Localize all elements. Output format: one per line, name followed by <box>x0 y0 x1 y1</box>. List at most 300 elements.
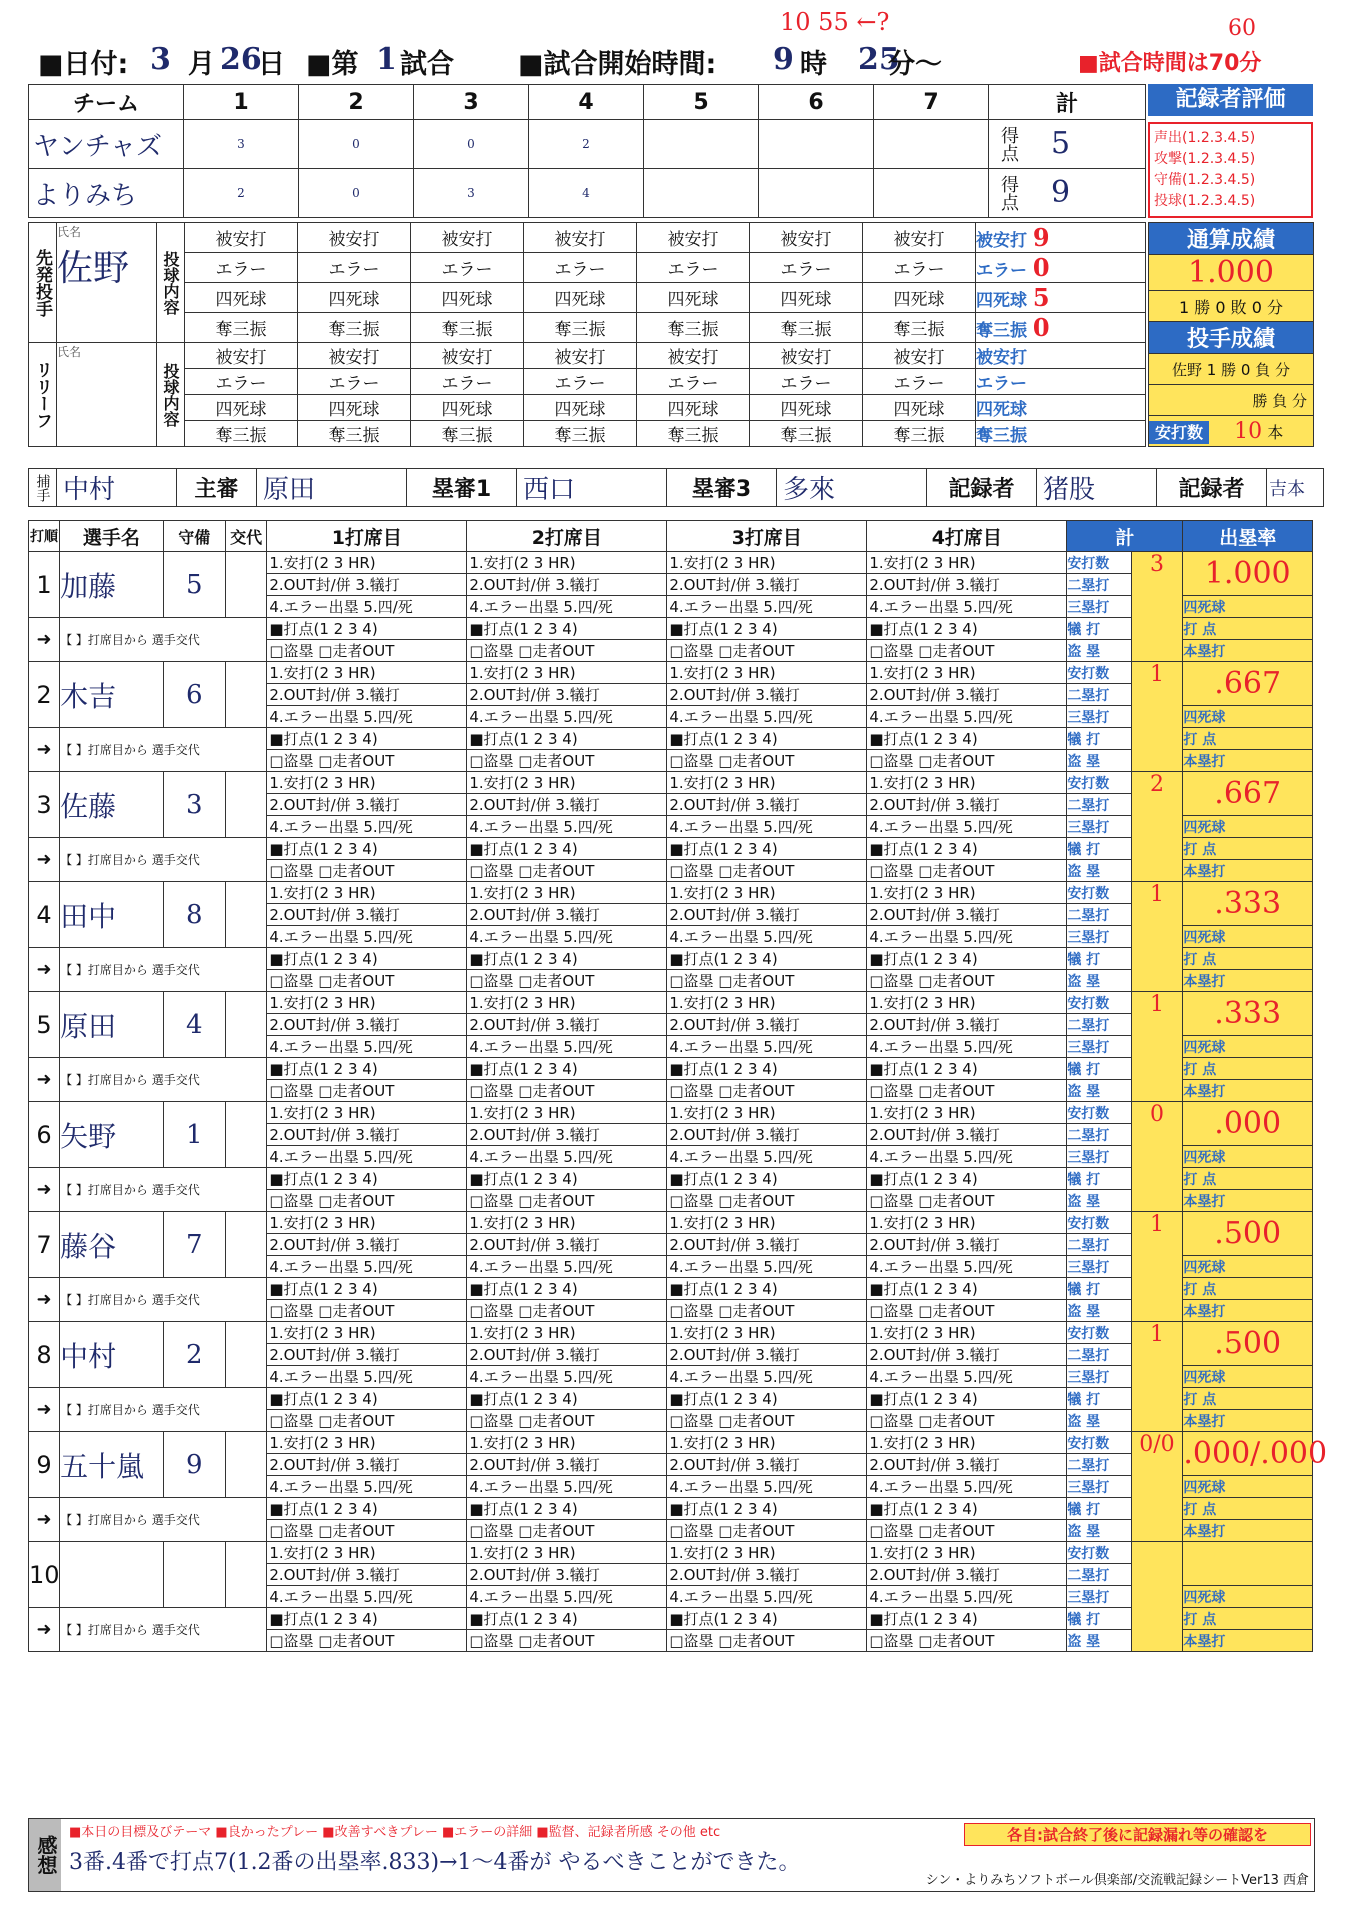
at-bat-option[interactable]: 4.エラー出塁 5.四/死 <box>867 1256 1067 1278</box>
at-bat-option[interactable]: ■打点(1 2 3 4) <box>467 728 667 750</box>
stat-walks: 四死球 <box>411 283 524 313</box>
total-hits <box>976 223 1146 253</box>
at-bat-option[interactable]: ■打点(1 2 3 4) <box>667 948 867 970</box>
base1-name: 西口 <box>517 469 667 507</box>
at-bat-option[interactable]: 2.OUT封/併 3.犠打 <box>667 1014 867 1036</box>
at-bat-option[interactable]: □盗塁 □走者OUT <box>667 1520 867 1542</box>
at-bat-option[interactable]: 1.安打(2 3 HR) <box>267 1432 467 1454</box>
at-bat-option[interactable]: 4.エラー出塁 5.四/死 <box>467 926 667 948</box>
at-bat-option[interactable]: □盗塁 □走者OUT <box>667 1410 867 1432</box>
relief-total-strikeouts: 奪三振 <box>976 421 1146 447</box>
at-bat-option[interactable]: ■打点(1 2 3 4) <box>467 1498 667 1520</box>
stat-label: 三塁打 <box>1067 816 1131 838</box>
at-bat-option[interactable]: 2.OUT封/併 3.犠打 <box>867 684 1067 706</box>
inning-runs: 0 <box>299 169 414 218</box>
at-bat-option[interactable]: 2.OUT封/併 3.犠打 <box>667 1234 867 1256</box>
stat-errors: エラー <box>185 253 298 283</box>
at-bat-option[interactable]: ■打点(1 2 3 4) <box>267 1388 467 1410</box>
at-bat-option[interactable]: 4.エラー出塁 5.四/死 <box>867 1366 1067 1388</box>
at-bat-option[interactable]: 2.OUT封/併 3.犠打 <box>867 574 1067 596</box>
sub-cell <box>225 992 266 1058</box>
at-bat-option[interactable]: 2.OUT封/併 3.犠打 <box>467 1014 667 1036</box>
at-bat-option[interactable]: 1.安打(2 3 HR) <box>467 1542 667 1564</box>
table-row <box>29 1608 1313 1630</box>
at-bat-option[interactable]: 2.OUT封/併 3.犠打 <box>467 684 667 706</box>
at-bat-option[interactable]: 2.OUT封/併 3.犠打 <box>867 1344 1067 1366</box>
at-bat-option[interactable]: ■打点(1 2 3 4) <box>267 1278 467 1300</box>
at-bat-option[interactable]: □盗塁 □走者OUT <box>467 970 667 992</box>
at-bat-option[interactable]: 4.エラー出塁 5.四/死 <box>667 596 867 618</box>
at-bat-option[interactable]: 4.エラー出塁 5.四/死 <box>267 1256 467 1278</box>
inning-runs <box>644 120 759 169</box>
at-bat-option[interactable]: ■打点(1 2 3 4) <box>867 1058 1067 1080</box>
stat-label: 犠 打 <box>1067 838 1131 860</box>
at-bat-option[interactable]: □盗塁 □走者OUT <box>267 1630 467 1652</box>
at-bat-option[interactable]: □盗塁 □走者OUT <box>467 1300 667 1322</box>
at-bat-option[interactable]: 2.OUT封/併 3.犠打 <box>267 1344 467 1366</box>
inning-7: 7 <box>874 85 989 120</box>
right-stat-label: 本塁打 <box>1183 1630 1313 1652</box>
at-bat-option[interactable]: 2.OUT封/併 3.犠打 <box>867 904 1067 926</box>
month-label: 月 <box>188 49 215 80</box>
at-bat-option[interactable]: 4.エラー出塁 5.四/死 <box>667 1146 867 1168</box>
at-bat-option[interactable]: 4.エラー出塁 5.四/死 <box>267 1586 467 1608</box>
at-bat-option[interactable]: □盗塁 □走者OUT <box>867 1630 1067 1652</box>
total-header: 計 <box>989 85 1146 120</box>
at-bat-option[interactable]: □盗塁 □走者OUT <box>867 970 1067 992</box>
game-suffix: 試合 <box>400 49 454 80</box>
sub-note: 【 】打席目から 選手交代 <box>60 1168 267 1212</box>
at-bat-option[interactable]: 4.エラー出塁 5.四/死 <box>267 1146 467 1168</box>
at-bat-option[interactable]: 2.OUT封/併 3.犠打 <box>667 904 867 926</box>
at-bat-option[interactable]: □盗塁 □走者OUT <box>667 1190 867 1212</box>
at-bat-option[interactable]: 2.OUT封/併 3.犠打 <box>467 1344 667 1366</box>
team-row <box>29 120 1146 169</box>
hit-count: 0/0 <box>1131 1432 1183 1542</box>
at-bat-option[interactable]: □盗塁 □走者OUT <box>267 970 467 992</box>
at-bat-option[interactable]: 2.OUT封/併 3.犠打 <box>867 794 1067 816</box>
at-bat-option[interactable]: □盗塁 □走者OUT <box>667 1080 867 1102</box>
batting-order: 5 <box>29 992 60 1058</box>
at-bat-option[interactable]: □盗塁 □走者OUT <box>267 1300 467 1322</box>
at-bat-option[interactable]: ■打点(1 2 3 4) <box>867 1608 1067 1630</box>
total-strikeouts <box>976 313 1146 343</box>
on-base-rate: .500 <box>1183 1212 1313 1256</box>
sub-cell <box>225 1102 266 1168</box>
at-bat-option[interactable]: ■打点(1 2 3 4) <box>267 838 467 860</box>
inning-runs: 4 <box>529 169 644 218</box>
at-bat-option[interactable]: ■打点(1 2 3 4) <box>667 1498 867 1520</box>
sub-cell <box>225 1542 266 1608</box>
at-bat-option[interactable]: 4.エラー出塁 5.四/死 <box>267 706 467 728</box>
at-bat-option[interactable]: 1.安打(2 3 HR) <box>667 1432 867 1454</box>
at-bat-option[interactable]: 1.安打(2 3 HR) <box>467 1432 667 1454</box>
at-bat-option[interactable]: 2.OUT封/併 3.犠打 <box>867 1564 1067 1586</box>
at-bat-option[interactable]: □盗塁 □走者OUT <box>667 750 867 772</box>
stat-walks: 四死球 <box>298 283 411 313</box>
at-bat-option[interactable]: ■打点(1 2 3 4) <box>867 838 1067 860</box>
at-bat-option[interactable]: ■打点(1 2 3 4) <box>867 1498 1067 1520</box>
at-bat-option[interactable]: 2.OUT封/併 3.犠打 <box>267 684 467 706</box>
at-bat-option[interactable]: □盗塁 □走者OUT <box>467 1630 667 1652</box>
at-bat-option[interactable]: □盗塁 □走者OUT <box>867 1300 1067 1322</box>
at-bat-option[interactable]: 1.安打(2 3 HR) <box>267 992 467 1014</box>
at-bat-option[interactable]: 1.安打(2 3 HR) <box>867 772 1067 794</box>
at-bat-option[interactable]: 4.エラー出塁 5.四/死 <box>267 1036 467 1058</box>
at-bat-option[interactable]: □盗塁 □走者OUT <box>867 1520 1067 1542</box>
table-row <box>29 992 1313 1014</box>
total-walks <box>976 283 1146 313</box>
at-bat-option[interactable]: 2.OUT封/併 3.犠打 <box>467 1234 667 1256</box>
at-bat-option[interactable]: ■打点(1 2 3 4) <box>867 1278 1067 1300</box>
at-bat-option[interactable]: 1.安打(2 3 HR) <box>267 1542 467 1564</box>
on-base-rate: .667 <box>1183 772 1313 816</box>
stat-label: 安打数 <box>1067 1432 1131 1454</box>
stat-label: 三塁打 <box>1067 926 1131 948</box>
at-bat-option[interactable]: 2.OUT封/併 3.犠打 <box>667 1344 867 1366</box>
at-bat-option[interactable]: 4.エラー出塁 5.四/死 <box>667 816 867 838</box>
at-bat-option[interactable]: ■打点(1 2 3 4) <box>267 1058 467 1080</box>
pitcher-record-2: 勝 負 分 <box>1149 385 1314 416</box>
hit-count: 1 <box>1131 992 1183 1102</box>
at-bat-option[interactable]: 4.エラー出塁 5.四/死 <box>267 1476 467 1498</box>
at-bat-option[interactable]: □盗塁 □走者OUT <box>467 640 667 662</box>
at-bat-option[interactable]: 4.エラー出塁 5.四/死 <box>667 1036 867 1058</box>
at-bat-option[interactable]: 4.エラー出塁 5.四/死 <box>267 816 467 838</box>
at-bat-option[interactable]: 1.安打(2 3 HR) <box>667 1102 867 1124</box>
at-bat-option[interactable]: 4.エラー出塁 5.四/死 <box>467 816 667 838</box>
at-bat-option[interactable]: ■打点(1 2 3 4) <box>267 1498 467 1520</box>
pitcher-record: 佐野 1 勝 0 負 分 <box>1149 354 1314 385</box>
hour-label: 時 <box>800 49 827 80</box>
at-bat-option[interactable]: 4.エラー出塁 5.四/死 <box>267 596 467 618</box>
at-bat-option[interactable]: □盗塁 □走者OUT <box>467 750 667 772</box>
impressions-area <box>28 1818 1315 1892</box>
sub-cell <box>225 1212 266 1278</box>
stat-label: 二塁打 <box>1067 904 1131 926</box>
at-bat-option[interactable]: ■打点(1 2 3 4) <box>667 1278 867 1300</box>
stat-label: 三塁打 <box>1067 1476 1131 1498</box>
player-position: 7 <box>163 1212 225 1278</box>
at-bat-option[interactable]: 1.安打(2 3 HR) <box>867 992 1067 1014</box>
at-bat-option[interactable]: □盗塁 □走者OUT <box>267 1410 467 1432</box>
stat-label: 三塁打 <box>1067 1586 1131 1608</box>
stat-errors: エラー <box>298 369 411 395</box>
at-bat-option[interactable]: 2.OUT封/併 3.犠打 <box>867 1014 1067 1036</box>
at-bat-option[interactable]: 4.エラー出塁 5.四/死 <box>467 1256 667 1278</box>
at-bat-option[interactable]: 2.OUT封/併 3.犠打 <box>667 1454 867 1476</box>
at-bat-option[interactable]: 1.安打(2 3 HR) <box>867 1102 1067 1124</box>
at-bat-option[interactable]: 1.安打(2 3 HR) <box>267 882 467 904</box>
day-value: 26 <box>220 42 262 77</box>
at-bat-option[interactable]: ■打点(1 2 3 4) <box>467 1388 667 1410</box>
at-bat-option[interactable]: □盗塁 □走者OUT <box>867 1190 1067 1212</box>
at-bat-option[interactable]: □盗塁 □走者OUT <box>467 1410 667 1432</box>
at-bat-option[interactable]: 4.エラー出塁 5.四/死 <box>867 1146 1067 1168</box>
at-bat-option[interactable]: 4.エラー出塁 5.四/死 <box>867 1036 1067 1058</box>
at-bat-option[interactable]: 4.エラー出塁 5.四/死 <box>467 1036 667 1058</box>
at-bat-option[interactable]: 4.エラー出塁 5.四/死 <box>667 1256 867 1278</box>
at-bat-option[interactable]: 4.エラー出塁 5.四/死 <box>867 926 1067 948</box>
at-bat-option[interactable]: ■打点(1 2 3 4) <box>867 948 1067 970</box>
at-bat-option[interactable]: 1.安打(2 3 HR) <box>267 1102 467 1124</box>
at-bat-option[interactable]: ■打点(1 2 3 4) <box>467 838 667 860</box>
total-errors-label: エラー <box>976 261 1027 281</box>
at-bat-option[interactable]: 1.安打(2 3 HR) <box>867 1212 1067 1234</box>
at-bat-option[interactable]: □盗塁 □走者OUT <box>267 640 467 662</box>
at-bat-option[interactable]: 2.OUT封/併 3.犠打 <box>667 574 867 596</box>
at-bat-option[interactable]: 2.OUT封/併 3.犠打 <box>667 1124 867 1146</box>
at-bat-option[interactable]: □盗塁 □走者OUT <box>267 1520 467 1542</box>
at-bat-option[interactable]: ■打点(1 2 3 4) <box>667 1388 867 1410</box>
at-bat-option[interactable]: 2.OUT封/併 3.犠打 <box>267 574 467 596</box>
team-header: チーム <box>29 85 184 120</box>
at-bat-option[interactable]: ■打点(1 2 3 4) <box>467 1608 667 1630</box>
total-runs: 9 <box>1051 175 1071 210</box>
at-bat-option[interactable]: 1.安打(2 3 HR) <box>467 772 667 794</box>
base3-label: 塁審3 <box>667 469 777 507</box>
at-bat-option[interactable]: 1.安打(2 3 HR) <box>667 1542 867 1564</box>
at-bat-option[interactable]: □盗塁 □走者OUT <box>267 860 467 882</box>
at-bat-option[interactable]: 4.エラー出塁 5.四/死 <box>467 1146 667 1168</box>
at-bat-option[interactable]: □盗塁 □走者OUT <box>867 750 1067 772</box>
col-ab4: 4打席目 <box>867 521 1067 552</box>
at-bat-option[interactable]: 1.安打(2 3 HR) <box>867 882 1067 904</box>
at-bat-option[interactable]: 2.OUT封/併 3.犠打 <box>467 904 667 926</box>
content-label: 投球内容 <box>157 343 185 447</box>
at-bat-option[interactable]: □盗塁 □走者OUT <box>867 860 1067 882</box>
stat-strikeouts: 奪三振 <box>524 313 637 343</box>
at-bat-option[interactable]: 1.安打(2 3 HR) <box>667 662 867 684</box>
at-bat-option[interactable]: □盗塁 □走者OUT <box>667 860 867 882</box>
total-strikeouts-label: 奪三振 <box>976 321 1027 341</box>
at-bat-option[interactable]: 1.安打(2 3 HR) <box>267 772 467 794</box>
at-bat-option[interactable]: 1.安打(2 3 HR) <box>667 882 867 904</box>
team-name: よりみち <box>29 169 184 218</box>
at-bat-option[interactable]: 1.安打(2 3 HR) <box>867 1432 1067 1454</box>
at-bat-option[interactable]: 4.エラー出塁 5.四/死 <box>667 926 867 948</box>
sub-cell <box>225 1322 266 1388</box>
at-bat-option[interactable]: 2.OUT封/併 3.犠打 <box>867 1124 1067 1146</box>
at-bat-option[interactable]: 1.安打(2 3 HR) <box>467 662 667 684</box>
at-bat-option[interactable]: ■打点(1 2 3 4) <box>267 618 467 640</box>
batting-order: 6 <box>29 1102 60 1168</box>
stat-label: 三塁打 <box>1067 706 1131 728</box>
right-stat-label: 打 点 <box>1183 1278 1313 1300</box>
table-row <box>29 1322 1313 1344</box>
at-bat-option[interactable]: 1.安打(2 3 HR) <box>467 882 667 904</box>
at-bat-option[interactable]: 2.OUT封/併 3.犠打 <box>467 1454 667 1476</box>
team-total <box>989 169 1146 218</box>
at-bat-option[interactable]: □盗塁 □走者OUT <box>667 640 867 662</box>
at-bat-option[interactable]: □盗塁 □走者OUT <box>467 1190 667 1212</box>
stat-walks: 四死球 <box>863 283 976 313</box>
at-bat-option[interactable]: 1.安打(2 3 HR) <box>467 552 667 574</box>
at-bat-option[interactable]: ■打点(1 2 3 4) <box>467 1058 667 1080</box>
at-bat-option[interactable]: ■打点(1 2 3 4) <box>267 948 467 970</box>
at-bat-option[interactable]: □盗塁 □走者OUT <box>467 1080 667 1102</box>
at-bat-option[interactable]: 1.安打(2 3 HR) <box>667 772 867 794</box>
stat-hits: 被安打 <box>298 223 411 253</box>
at-bat-option[interactable]: ■打点(1 2 3 4) <box>467 948 667 970</box>
at-bat-option[interactable]: 1.安打(2 3 HR) <box>667 992 867 1014</box>
total-errors-value: 0 <box>1032 253 1050 282</box>
at-bat-option[interactable]: 4.エラー出塁 5.四/死 <box>467 1366 667 1388</box>
at-bat-option[interactable]: ■打点(1 2 3 4) <box>867 1388 1067 1410</box>
stat-label: 盗 塁 <box>1067 860 1131 882</box>
sub-note: 【 】打席目から 選手交代 <box>60 1058 267 1102</box>
at-bat-option[interactable]: ■打点(1 2 3 4) <box>667 1608 867 1630</box>
stat-strikeouts: 奪三振 <box>750 313 863 343</box>
at-bat-option[interactable]: 2.OUT封/併 3.犠打 <box>467 794 667 816</box>
at-bat-option[interactable]: 2.OUT封/併 3.犠打 <box>267 794 467 816</box>
at-bat-option[interactable]: 1.安打(2 3 HR) <box>467 1322 667 1344</box>
col-ab1: 1打席目 <box>267 521 467 552</box>
at-bat-option[interactable]: ■打点(1 2 3 4) <box>467 618 667 640</box>
at-bat-option[interactable]: 1.安打(2 3 HR) <box>467 1102 667 1124</box>
at-bat-option[interactable]: 1.安打(2 3 HR) <box>267 1212 467 1234</box>
at-bat-option[interactable]: ■打点(1 2 3 4) <box>267 1168 467 1190</box>
time-limit: ■試合時間は70分 <box>1078 51 1262 76</box>
right-stat-label: 四死球 <box>1183 816 1313 838</box>
at-bat-option[interactable]: ■打点(1 2 3 4) <box>267 728 467 750</box>
at-bat-option[interactable]: 2.OUT封/併 3.犠打 <box>667 1564 867 1586</box>
at-bat-option[interactable]: 2.OUT封/併 3.犠打 <box>467 1564 667 1586</box>
at-bat-option[interactable]: 1.安打(2 3 HR) <box>467 1212 667 1234</box>
total-mark: 得点 <box>998 175 1019 211</box>
at-bat-option[interactable]: 4.エラー出塁 5.四/死 <box>867 1586 1067 1608</box>
at-bat-option[interactable]: 1.安打(2 3 HR) <box>867 1322 1067 1344</box>
stat-label: 三塁打 <box>1067 1036 1131 1058</box>
at-bat-option[interactable]: □盗塁 □走者OUT <box>667 970 867 992</box>
at-bat-option[interactable]: 4.エラー出塁 5.四/死 <box>867 596 1067 618</box>
at-bat-option[interactable]: 4.エラー出塁 5.四/死 <box>667 1476 867 1498</box>
at-bat-option[interactable]: 1.安打(2 3 HR) <box>467 992 667 1014</box>
at-bat-option[interactable]: □盗塁 □走者OUT <box>267 750 467 772</box>
stat-label: 盗 塁 <box>1067 640 1131 662</box>
at-bat-option[interactable]: 1.安打(2 3 HR) <box>267 552 467 574</box>
at-bat-option[interactable]: □盗塁 □走者OUT <box>867 1410 1067 1432</box>
at-bat-option[interactable]: ■打点(1 2 3 4) <box>467 1278 667 1300</box>
stat-errors: エラー <box>524 369 637 395</box>
table-row <box>29 1102 1313 1124</box>
at-bat-option[interactable]: 2.OUT封/併 3.犠打 <box>667 794 867 816</box>
col-player: 選手名 <box>60 521 164 552</box>
at-bat-option[interactable]: 4.エラー出塁 5.四/死 <box>667 1586 867 1608</box>
at-bat-option[interactable]: 2.OUT封/併 3.犠打 <box>267 1454 467 1476</box>
at-bat-option[interactable]: ■打点(1 2 3 4) <box>667 618 867 640</box>
at-bat-option[interactable]: 4.エラー出塁 5.四/死 <box>867 816 1067 838</box>
at-bat-option[interactable]: 4.エラー出塁 5.四/死 <box>867 706 1067 728</box>
right-stat-label: 四死球 <box>1183 596 1313 618</box>
at-bat-option[interactable]: 2.OUT封/併 3.犠打 <box>667 684 867 706</box>
batting-order: 3 <box>29 772 60 838</box>
at-bat-option[interactable]: 1.安打(2 3 HR) <box>667 1322 867 1344</box>
at-bat-option[interactable]: ■打点(1 2 3 4) <box>667 1058 867 1080</box>
at-bat-option[interactable]: 4.エラー出塁 5.四/死 <box>867 1476 1067 1498</box>
sheet-credit: シン・よりみちソフトボール倶楽部/交流戦記録シートVer13 西倉 <box>925 1873 1309 1888</box>
player-position: 9 <box>163 1432 225 1498</box>
at-bat-option[interactable]: 4.エラー出塁 5.四/死 <box>467 706 667 728</box>
at-bat-option[interactable]: 1.安打(2 3 HR) <box>867 1542 1067 1564</box>
at-bat-option[interactable]: ■打点(1 2 3 4) <box>867 728 1067 750</box>
at-bat-option[interactable]: □盗塁 □走者OUT <box>867 640 1067 662</box>
at-bat-option[interactable]: 1.安打(2 3 HR) <box>267 662 467 684</box>
at-bat-option[interactable]: ■打点(1 2 3 4) <box>467 1168 667 1190</box>
stat-label: 犠 打 <box>1067 1168 1131 1190</box>
at-bat-option[interactable]: □盗塁 □走者OUT <box>667 1630 867 1652</box>
at-bat-option[interactable]: 4.エラー出塁 5.四/死 <box>267 926 467 948</box>
at-bat-option[interactable]: □盗塁 □走者OUT <box>667 1300 867 1322</box>
at-bat-option[interactable]: 4.エラー出塁 5.四/死 <box>467 1476 667 1498</box>
stat-label: 犠 打 <box>1067 1058 1131 1080</box>
at-bat-option[interactable]: □盗塁 □走者OUT <box>267 1080 467 1102</box>
at-bat-option[interactable]: ■打点(1 2 3 4) <box>867 618 1067 640</box>
table-row <box>29 772 1313 794</box>
batting-body <box>28 551 1328 1652</box>
at-bat-option[interactable]: 4.エラー出塁 5.四/死 <box>467 596 667 618</box>
at-bat-option[interactable]: 4.エラー出塁 5.四/死 <box>667 706 867 728</box>
at-bat-option[interactable]: 4.エラー出塁 5.四/死 <box>667 1366 867 1388</box>
at-bat-option[interactable]: 2.OUT封/併 3.犠打 <box>267 1124 467 1146</box>
at-bat-option[interactable]: 2.OUT封/併 3.犠打 <box>267 1234 467 1256</box>
stat-errors: エラー <box>863 369 976 395</box>
at-bat-option[interactable]: 4.エラー出塁 5.四/死 <box>467 1586 667 1608</box>
at-bat-option[interactable]: 2.OUT封/併 3.犠打 <box>267 1014 467 1036</box>
at-bat-option[interactable]: 2.OUT封/併 3.犠打 <box>267 904 467 926</box>
at-bat-option[interactable]: 2.OUT封/併 3.犠打 <box>867 1454 1067 1476</box>
inning-3: 3 <box>414 85 529 120</box>
team-total <box>989 120 1146 169</box>
at-bat-option[interactable]: □盗塁 □走者OUT <box>867 1080 1067 1102</box>
check-reminder: 各自:試合終了後に記録漏れ等の確認を <box>964 1823 1311 1846</box>
total-hits-label: 被安打 <box>976 231 1027 251</box>
at-bat-option[interactable]: 1.安打(2 3 HR) <box>867 662 1067 684</box>
at-bat-option[interactable]: ■打点(1 2 3 4) <box>867 1168 1067 1190</box>
stat-errors: エラー <box>185 369 298 395</box>
at-bat-option[interactable]: □盗塁 □走者OUT <box>267 1190 467 1212</box>
at-bat-option[interactable]: ■打点(1 2 3 4) <box>667 728 867 750</box>
stat-walks: 四死球 <box>750 395 863 421</box>
at-bat-option[interactable]: 2.OUT封/併 3.犠打 <box>467 1124 667 1146</box>
right-stat-label: 四死球 <box>1183 706 1313 728</box>
at-bat-option[interactable]: 2.OUT封/併 3.犠打 <box>267 1564 467 1586</box>
at-bat-option[interactable]: 1.安打(2 3 HR) <box>267 1322 467 1344</box>
at-bat-option[interactable]: □盗塁 □走者OUT <box>467 860 667 882</box>
at-bat-option[interactable]: 1.安打(2 3 HR) <box>867 552 1067 574</box>
player-name: 五十嵐 <box>60 1432 164 1498</box>
stat-strikeouts: 奪三振 <box>298 421 411 447</box>
player-name: 木吉 <box>60 662 164 728</box>
at-bat-option[interactable]: ■打点(1 2 3 4) <box>667 1168 867 1190</box>
inning-runs <box>759 120 874 169</box>
at-bat-option[interactable]: 2.OUT封/併 3.犠打 <box>867 1234 1067 1256</box>
stat-hits: 被安打 <box>863 343 976 369</box>
at-bat-option[interactable]: 1.安打(2 3 HR) <box>667 1212 867 1234</box>
hit-count: 1 <box>1131 662 1183 772</box>
stat-label: 盗 塁 <box>1067 1520 1131 1542</box>
at-bat-option[interactable]: ■打点(1 2 3 4) <box>667 838 867 860</box>
stat-strikeouts: 奪三振 <box>185 421 298 447</box>
team-row <box>29 169 1146 218</box>
at-bat-option[interactable]: 2.OUT封/併 3.犠打 <box>467 574 667 596</box>
scorer-label: 記録者 <box>927 469 1037 507</box>
at-bat-option[interactable]: □盗塁 □走者OUT <box>467 1520 667 1542</box>
at-bat-option[interactable]: ■打点(1 2 3 4) <box>267 1608 467 1630</box>
at-bat-option[interactable]: 4.エラー出塁 5.四/死 <box>267 1366 467 1388</box>
right-stat-label: 四死球 <box>1183 1586 1313 1608</box>
at-bat-option[interactable]: 1.安打(2 3 HR) <box>667 552 867 574</box>
